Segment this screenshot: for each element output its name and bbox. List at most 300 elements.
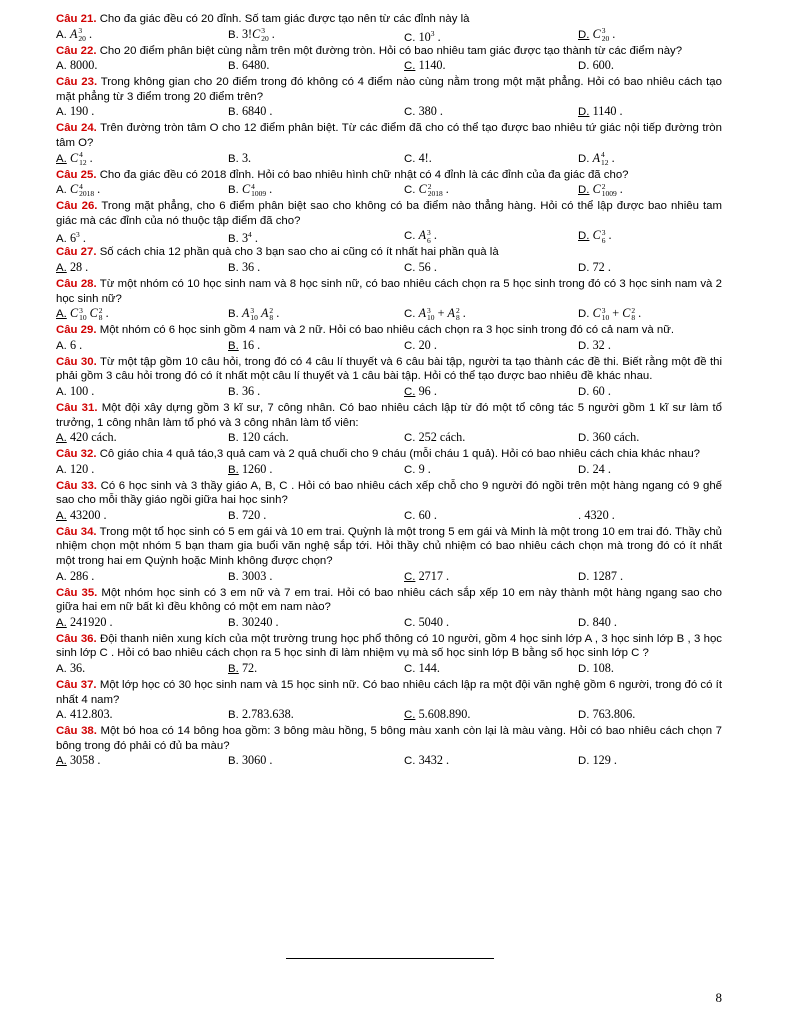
answer-option[interactable] [228, 260, 260, 276]
question-text: Trong mặt phẳng, cho 6 điểm phân biệt sao cho không có ba điểm nào thẳng hàng. Hỏi có thể lập được bao nhiêu tam giác mà các đỉnh của nó thuộc tập điểm đã cho? [56, 200, 722, 227]
answer-option[interactable] [56, 260, 88, 276]
answer-option[interactable] [228, 430, 289, 446]
option-value: 108. [592, 661, 614, 676]
question-label: Câu 36. [56, 632, 97, 645]
question-stem [56, 401, 722, 430]
answer-option[interactable] [56, 661, 85, 677]
option-value: 56 . [418, 259, 437, 274]
option-letter: B. [228, 709, 239, 722]
option-value: 420 cách. [69, 430, 117, 445]
option-letter: D. [578, 106, 590, 119]
answer-option[interactable] [228, 508, 266, 524]
answer-options [56, 462, 722, 477]
question-label: Câu 32. [56, 448, 97, 461]
question-text: Cho đa giác đều có 20 đỉnh. Số tam giác được tạo nên từ các đỉnh này là [99, 13, 470, 25]
question-stem [56, 525, 722, 569]
answer-option[interactable] [228, 151, 251, 167]
answer-options [56, 151, 722, 166]
question [56, 632, 722, 676]
answer-option[interactable] [404, 615, 449, 631]
option-letter: C. [404, 60, 416, 73]
answer-option[interactable] [404, 228, 437, 244]
option-value: 3432 . [418, 753, 450, 768]
question-text: Trong không gian cho 20 điểm trong đó không có 4 điểm nào cùng nằm trong một mặt phẳng. Hỏi có bao nhiêu cách tạo mặt phẳng từ 3 điểm trong 20 điểm trên? [56, 76, 722, 103]
option-value: 360 cách. [592, 430, 640, 445]
option-letter: A. [56, 616, 67, 629]
question [56, 199, 722, 246]
question-text: Một nhóm có 6 học sinh gồm 4 nam và 2 nữ. Hỏi có bao nhiêu cách chọn ra 3 học sinh trong đó có cả nam và nữ. [99, 324, 675, 337]
option-value: A 3 10 + A 2 8 . [418, 305, 466, 323]
option-letter: C. [404, 339, 416, 352]
answer-option[interactable] [56, 707, 113, 723]
answer-option[interactable] [578, 707, 635, 723]
option-value: A 4 12 . [592, 150, 615, 167]
question-stem [56, 479, 722, 508]
option-letter: C. [404, 432, 416, 445]
question-label: Câu 34. [56, 525, 97, 538]
answer-options [56, 58, 722, 73]
option-letter: C. [404, 31, 416, 44]
option-letter: A. [56, 233, 67, 246]
answer-option[interactable] [578, 104, 623, 120]
option-value: 72. [241, 661, 258, 676]
option-value: 252 cách. [418, 430, 466, 445]
question-stem [56, 75, 722, 104]
option-value: 412.803. [69, 707, 113, 722]
option-letter: C. [404, 385, 416, 398]
question-stem [56, 724, 722, 753]
option-value: 720 . [241, 507, 267, 522]
question-stem [56, 245, 722, 260]
answer-option[interactable] [228, 753, 272, 769]
option-value: 120 . [69, 461, 95, 476]
question [56, 121, 722, 165]
option-letter: A. [56, 663, 67, 676]
answer-option[interactable] [56, 569, 94, 585]
option-letter: D. [578, 28, 590, 41]
question [56, 525, 722, 584]
answer-option[interactable] [404, 462, 431, 478]
option-letter: A. [56, 106, 67, 119]
option-letter: A. [56, 308, 67, 321]
answer-option[interactable] [56, 27, 92, 43]
question [56, 447, 722, 477]
option-letter: D. [578, 152, 590, 165]
option-letter: B. [228, 28, 239, 41]
question-label: Câu 30. [56, 355, 97, 368]
answer-options [56, 430, 722, 445]
question [56, 586, 722, 630]
option-letter: B. [228, 106, 239, 119]
option-letter: C. [404, 184, 416, 197]
answer-option[interactable] [228, 384, 260, 400]
option-value: 190 . [69, 104, 95, 119]
question-text: Từ một tập gồm 10 câu hỏi, trong đó có 4 câu lí thuyết và 6 câu bài tập, người ta tạo thành các đề thi. Biết rằng một đề thi phải gồm 3 câu hỏi trong đó có ít nhất một câu lí thuyết và 1 câu bài tập. Hỏi có thể tạo được bao nhiêu đề khác nhau. [56, 355, 722, 383]
option-value: 1140. [418, 58, 446, 73]
option-value: 600. [592, 58, 614, 73]
answer-option[interactable] [578, 27, 615, 43]
option-letter: A. [56, 509, 67, 522]
answer-options [56, 615, 722, 630]
option-letter: C. [404, 570, 416, 583]
answer-option[interactable] [578, 615, 617, 631]
option-value: A 3 20 . [69, 26, 92, 43]
question-stem [56, 121, 722, 150]
option-letter: A. [56, 570, 67, 583]
option-letter: B. [228, 339, 239, 352]
answer-option[interactable] [56, 430, 117, 446]
question-text: Đội thanh niên xung kích của một trường trung học phổ thông có 10 người, gồm 4 học sinh lớp A , 3 học sinh lớp B , 3 học sinh lớp C . Hỏi có bao nhiêu cách chọn ra 5 học sinh đi làm nhiệm vụ mà số học sinh lớp B bằng số học sinh lớp C ? [56, 632, 722, 660]
question-text: Một nhóm học sinh có 3 em nữ và 7 em trai. Hỏi có bao nhiêu cách sắp xếp 10 em này thành một hàng ngang sao cho giữa hai em nữ bất kì đều không có một em nam nào? [56, 586, 722, 614]
answer-options [56, 753, 722, 768]
option-value: 1140 . [592, 104, 623, 119]
question [56, 678, 722, 722]
answer-option[interactable] [56, 58, 97, 74]
option-value: C 3 10 + C 2 8 . [592, 305, 642, 323]
option-value: 2717 . [418, 568, 450, 583]
answer-options [56, 182, 722, 197]
answer-option[interactable] [56, 151, 93, 167]
option-letter: C. [404, 230, 416, 243]
answer-option[interactable] [56, 508, 107, 524]
question [56, 245, 722, 275]
question-label: Câu 35. [56, 586, 98, 599]
option-value: 3060 . [241, 753, 273, 768]
option-letter: A. [56, 60, 67, 73]
answer-option[interactable] [578, 569, 623, 585]
option-letter: B. [228, 261, 239, 274]
answer-option[interactable] [404, 753, 449, 769]
option-value: $6^3$ . [69, 230, 86, 246]
question-text: Một đội xây dựng gồm 3 kĩ sư, 7 công nhân. Có bao nhiêu cách lập từ đó một tổ công tác 5 người gồm 1 kĩ sư làm tổ trưởng, 1 công nhân làm tổ phó và 3 công nhân làm tổ viên: [56, 401, 722, 429]
option-letter: D. [578, 709, 590, 722]
question-label: Câu 38. [56, 725, 97, 738]
option-letter: A. [56, 432, 67, 445]
option-value: 120 cách. [241, 430, 289, 445]
answer-option[interactable] [404, 338, 437, 354]
question-label: Câu 27. [56, 246, 97, 259]
option-value: 28 . [69, 259, 89, 274]
answer-option[interactable] [578, 151, 615, 167]
option-value: 4!. [418, 150, 432, 165]
answer-option[interactable] [228, 569, 272, 585]
answer-option[interactable] [228, 661, 257, 677]
question-stem [56, 678, 722, 707]
answer-option[interactable] [228, 104, 272, 120]
answer-option[interactable] [404, 182, 449, 198]
question-stem [56, 44, 722, 59]
answer-option[interactable] [404, 58, 446, 74]
option-value: 241920 . [69, 614, 113, 629]
option-letter: A. [56, 184, 67, 197]
option-value: 16 . [241, 337, 261, 352]
answer-options [56, 228, 722, 246]
option-letter: D. [578, 616, 590, 629]
question-label: Câu 23. [56, 76, 98, 89]
option-letter: A. [56, 339, 67, 352]
answer-option[interactable] [228, 306, 279, 322]
option-value: $10^3$ . [418, 28, 441, 44]
answer-options [56, 104, 722, 119]
option-letter: D. [578, 339, 590, 352]
answer-option[interactable] [228, 615, 279, 631]
option-value: 32 . [592, 337, 611, 352]
question-stem [56, 168, 722, 183]
option-value: 100 . [69, 383, 95, 398]
answer-option[interactable] [228, 228, 258, 247]
answer-option[interactable] [404, 707, 470, 723]
option-letter: A. [56, 463, 67, 476]
option-value: $3^4$ . [241, 230, 258, 246]
option-value: 72 . [592, 259, 611, 274]
question-text: Trong một tổ học sinh có 5 em gái và 10 em trai. Quỳnh là một trong 5 em gái và Minh là một trong 10 em trai đó. Thầy chủ nhiệm chọn một nhóm 5 bạn tham gia buổi văn nghệ sắp tới. Hỏi thầy chủ nhiệm có bao nhiêu cách chọn mà trong đó có ít nhất một trong hai em Quỳnh hoặc Minh không được chọn? [56, 525, 722, 568]
question-text: Trên đường tròn tâm O cho 12 điểm phân biệt. Từ các điểm đã cho có thể tạo được bao nhiêu tứ giác nội tiếp đường tròn tâm O? [56, 122, 722, 149]
option-value: 96 . [418, 383, 437, 398]
answer-option[interactable] [578, 306, 641, 322]
question-label: Câu 33. [56, 479, 97, 492]
answer-option[interactable] [404, 430, 465, 446]
option-value: 2.783.638. [241, 707, 294, 722]
option-letter: C. [404, 755, 416, 768]
question-label: Câu 22. [56, 44, 97, 57]
option-value: 144. [418, 661, 440, 676]
question-label: Câu 26. [56, 200, 98, 213]
option-value: 763.806. [592, 707, 636, 722]
option-letter: B. [228, 616, 239, 629]
option-letter: D. [578, 432, 590, 445]
option-letter: A. [56, 755, 67, 768]
answer-option[interactable] [228, 27, 275, 43]
option-value: 20 . [418, 337, 437, 352]
option-value: 9 . [418, 461, 431, 476]
option-letter: B. [228, 233, 239, 246]
option-value: A 3 6 . [418, 228, 437, 245]
option-letter: A. [56, 261, 67, 274]
answer-option[interactable] [404, 27, 441, 46]
question-list [56, 12, 722, 770]
answer-option[interactable] [56, 615, 113, 631]
answer-option[interactable] [56, 384, 94, 400]
answer-options [56, 306, 722, 321]
option-letter: C. [404, 463, 416, 476]
answer-option[interactable] [578, 384, 611, 400]
answer-option[interactable] [56, 104, 94, 120]
answer-option[interactable] [578, 430, 639, 446]
option-letter: D. [578, 184, 590, 197]
option-value: C 3 20 . [592, 26, 616, 43]
option-letter: B. [228, 755, 239, 768]
option-value: C 4 1009 . [241, 181, 273, 199]
option-value: 60 . [418, 507, 437, 522]
answer-options [56, 569, 722, 584]
answer-option[interactable] [228, 707, 294, 723]
answer-options [56, 707, 722, 722]
option-letter: C. [404, 663, 416, 676]
answer-option[interactable] [228, 338, 260, 354]
question-label: Câu 28. [56, 277, 97, 290]
option-letter: B. [228, 663, 239, 676]
option-value: C 4 12 . [69, 150, 93, 167]
option-letter: B. [228, 60, 239, 73]
option-value: 4320 . [584, 507, 615, 522]
answer-options [56, 661, 722, 676]
end-divider [286, 958, 494, 959]
question [56, 277, 722, 321]
question-stem [56, 586, 722, 615]
answer-option[interactable] [578, 58, 614, 74]
option-value: C 2 2018 . [418, 181, 449, 199]
option-letter: D. [578, 663, 590, 676]
option-letter: B. [228, 184, 239, 197]
option-letter: D. [578, 230, 590, 243]
answer-options [56, 508, 722, 523]
option-value: 30240 . [241, 614, 279, 629]
answer-option[interactable] [56, 338, 82, 354]
option-value: 129 . [592, 753, 617, 768]
option-value: 380 . [418, 104, 443, 119]
option-letter: . [578, 509, 582, 522]
option-value: 286 . [69, 568, 95, 583]
question-stem [56, 447, 722, 462]
option-value: A 3 10 A 2 8 . [241, 305, 280, 323]
answer-option[interactable] [578, 260, 611, 276]
answer-option[interactable] [404, 306, 466, 322]
question-text: Có 6 học sinh và 3 thầy giáo A, B, C . Hỏi có bao nhiêu cách xếp chỗ cho 9 người đó ngồi trên một hàng ngang có 9 ghế sao cho mỗi thầy giáo ngồi giữa hai học sinh? [56, 479, 722, 507]
answer-option[interactable] [228, 462, 272, 478]
question-label: Câu 21. [56, 13, 97, 25]
option-letter: C. [404, 616, 416, 629]
question-stem [56, 355, 722, 384]
answer-option[interactable] [578, 182, 623, 198]
answer-option[interactable] [56, 306, 109, 322]
question-text: Số cách chia 12 phần quà cho 3 bạn sao cho ai cũng có ít nhất hai phần quà là [99, 246, 499, 259]
answer-option[interactable] [404, 151, 432, 167]
question-label: Câu 37. [56, 679, 97, 692]
question-text: Cho đa giác đều có 2018 đỉnh. Hỏi có bao nhiêu hình chữ nhật có 4 đỉnh là các đỉnh của đa giác đã cho? [99, 168, 629, 181]
page-number: 8 [715, 990, 722, 1005]
answer-option[interactable] [56, 228, 86, 247]
answer-options [56, 384, 722, 399]
answer-option[interactable] [404, 384, 437, 400]
option-value: 36 . [241, 259, 261, 274]
option-letter: A. [56, 709, 67, 722]
answer-option[interactable] [404, 508, 437, 524]
option-letter: D. [578, 385, 590, 398]
answer-option[interactable] [56, 462, 94, 478]
option-letter: D. [578, 261, 590, 274]
option-letter: B. [228, 152, 239, 165]
option-letter: A. [56, 385, 67, 398]
option-letter: B. [228, 385, 239, 398]
option-value: 3. [241, 150, 252, 165]
option-letter: C. [404, 106, 416, 119]
question-text: Một bó hoa có 14 bông hoa gồm: 3 bông màu hồng, 5 bông màu xanh còn lại là màu vàng. Hỏi có bao nhiêu cách chọn 7 bông trong đó phải có đủ ba màu? [56, 725, 722, 752]
option-value: 6480. [241, 58, 270, 73]
question [56, 355, 722, 399]
option-letter: D. [578, 463, 590, 476]
option-letter: C. [404, 308, 416, 321]
question-text: Từ một nhóm có 10 học sinh nam và 8 học sinh nữ, có bao nhiêu cách chọn ra 5 học sinh trong đó có 3 học sinh nam và 2 học sinh nữ? [56, 277, 722, 305]
option-letter: B. [228, 432, 239, 445]
answer-option[interactable] [578, 661, 614, 677]
question-text: Một lớp học có 30 học sinh nam và 15 học sinh nữ. Có bao nhiêu cách lập ra một đội văn nghệ gồm 6 người, trong đó có ít nhất 4 nam? [56, 679, 722, 706]
option-value: 3003 . [241, 568, 273, 583]
option-letter: A. [56, 28, 67, 41]
answer-option[interactable] [56, 182, 100, 198]
option-value: C 3 6 . [592, 228, 612, 245]
answer-option[interactable] [404, 661, 440, 677]
option-letter: A. [56, 152, 67, 165]
question [56, 168, 722, 198]
option-value: 6840 . [241, 104, 273, 119]
option-value: 1287 . [592, 568, 624, 583]
option-letter: D. [578, 755, 590, 768]
answer-option[interactable] [578, 508, 615, 524]
option-value: C 2 1009 . [592, 181, 623, 199]
answer-option[interactable] [404, 104, 443, 120]
option-value: C 4 2018 . [69, 181, 101, 199]
option-value: 3058 . [69, 753, 101, 768]
answer-option[interactable] [56, 753, 100, 769]
answer-options [56, 338, 722, 353]
option-value: 1260 . [241, 461, 273, 476]
option-letter: B. [228, 570, 239, 583]
answer-option[interactable] [578, 753, 617, 769]
answer-option[interactable] [578, 228, 612, 244]
option-letter: B. [228, 308, 239, 321]
option-letter: C. [404, 709, 416, 722]
option-letter: B. [228, 463, 239, 476]
answer-option[interactable] [228, 182, 272, 198]
option-letter: B. [228, 509, 239, 522]
option-letter: C. [404, 509, 416, 522]
option-value: 43200 . [69, 507, 107, 522]
option-value: 8000. [69, 58, 98, 73]
answer-option[interactable] [404, 569, 449, 585]
option-value: 5.608.890. [418, 707, 471, 722]
question-text: Cô giáo chia 4 quả táo,3 quả cam và 2 quả chuối cho 9 cháu (mỗi cháu 1 quả). Hỏi có bao nhiêu cách chia khác nhau? [99, 448, 701, 461]
answer-option[interactable] [578, 462, 611, 478]
question [56, 401, 722, 445]
answer-options [56, 27, 722, 42]
option-letter: C. [404, 152, 416, 165]
option-value: 36. [69, 661, 86, 676]
answer-option[interactable] [578, 338, 611, 354]
question [56, 323, 722, 353]
question-stem [56, 277, 722, 306]
question-stem [56, 12, 722, 27]
option-value: 5040 . [418, 614, 450, 629]
question-label: Câu 25. [56, 168, 97, 181]
option-value: 6 . [69, 337, 83, 352]
question-label: Câu 31. [56, 401, 98, 414]
question [56, 75, 722, 119]
question-label: Câu 29. [56, 324, 97, 337]
question-stem [56, 323, 722, 338]
question [56, 12, 722, 42]
option-value: 3!C 3 20 . [241, 26, 275, 43]
option-letter: D. [578, 570, 590, 583]
option-value: 60 . [592, 383, 611, 398]
answer-option[interactable] [404, 260, 437, 276]
question-stem [56, 199, 722, 228]
answer-option[interactable] [228, 58, 269, 74]
answer-options [56, 260, 722, 275]
question-text: Cho 20 điểm phân biệt cùng nằm trên một đường tròn. Hỏi có bao nhiêu tam giác được tạo thành từ các điểm này? [99, 44, 683, 57]
question [56, 724, 722, 768]
option-letter: C. [404, 261, 416, 274]
option-value: 24 . [592, 461, 611, 476]
